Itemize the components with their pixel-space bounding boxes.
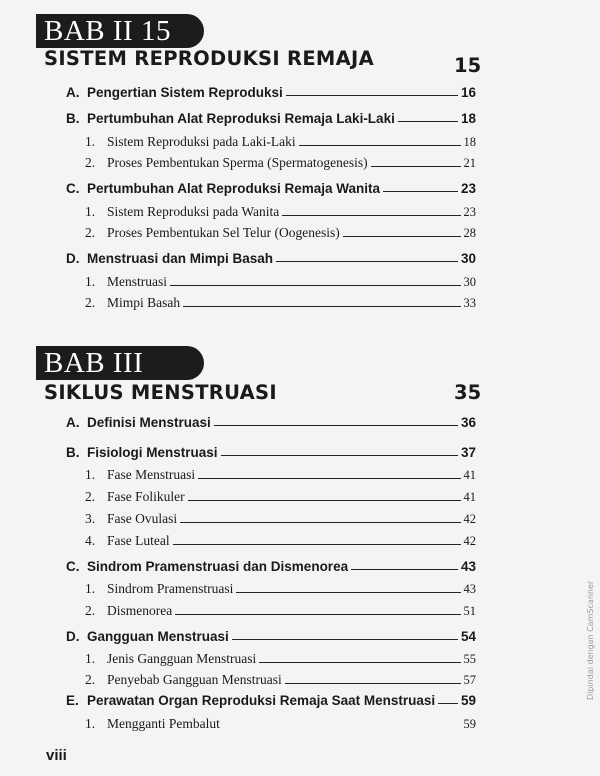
subsection-page: 51: [463, 604, 476, 618]
chapter-tab: BAB III: [36, 346, 204, 380]
leader-line: [232, 638, 458, 640]
section-label: Pengertian Sistem Reproduksi: [87, 85, 283, 100]
subsection-page: 59: [463, 717, 476, 731]
toc-subsection-row[interactable]: [85, 291, 476, 311]
toc-section-row[interactable]: [66, 410, 476, 430]
leader-line: [214, 424, 458, 426]
subsection-marker: 2.: [85, 295, 96, 310]
leader-line: [183, 305, 460, 307]
subsection-page: 33: [463, 296, 476, 310]
subsection-label: Proses Pembentukan Sperma (Spermatogenesis): [107, 155, 368, 170]
subsection-label: Sindrom Pramenstruasi: [107, 581, 234, 596]
section-page: 43: [460, 559, 476, 574]
subsection-marker: 2.: [85, 672, 96, 687]
chapter-tab: BAB II 15: [36, 14, 204, 48]
toc-section-row[interactable]: [66, 176, 476, 196]
section-marker: C.: [66, 559, 80, 574]
subsection-marker: 1.: [85, 651, 96, 666]
subsection-label: Dismenorea: [107, 603, 173, 618]
chapter-page-number: 15: [454, 54, 482, 77]
leader-line: [221, 454, 458, 456]
subsection-label: Fase Luteal: [107, 533, 170, 548]
toc-subsection-row[interactable]: [85, 599, 476, 619]
chapter-title: SIKLUS MENSTRUASI: [44, 381, 277, 404]
leader-line: [383, 190, 458, 192]
leader-line: [188, 499, 461, 501]
subsection-page: 43: [463, 582, 476, 596]
section-label: Menstruasi dan Mimpi Basah: [87, 251, 274, 266]
chapter-page-number: 35: [454, 381, 482, 404]
leader-line: [282, 214, 460, 216]
subsection-marker: 1.: [85, 581, 96, 596]
subsection-label: Jenis Gangguan Menstruasi: [107, 651, 257, 666]
toc-section-row[interactable]: [66, 106, 476, 126]
subsection-page: 30: [463, 275, 476, 289]
section-marker: D.: [66, 251, 80, 266]
subsection-label: Mengganti Pembalut: [107, 716, 220, 731]
toc-subsection-row[interactable]: [85, 463, 476, 483]
toc-section-row[interactable]: [66, 80, 476, 100]
subsection-label: Sistem Reproduksi pada Laki-Laki: [107, 134, 296, 149]
toc-section-row[interactable]: [66, 246, 476, 266]
toc-subsection-row[interactable]: [85, 200, 476, 220]
section-page: 16: [460, 85, 476, 100]
section-label: Definisi Menstruasi: [87, 415, 211, 430]
leader-line: [285, 682, 461, 684]
subsection-label: Fase Ovulasi: [107, 511, 178, 526]
toc-subsection-row[interactable]: [85, 577, 476, 597]
leader-line: [438, 702, 458, 704]
leader-line: [236, 591, 460, 593]
leader-line: [223, 726, 461, 728]
toc-subsection-row[interactable]: [85, 485, 476, 505]
toc-subsection-row[interactable]: [85, 270, 476, 290]
leader-line: [198, 477, 460, 479]
section-page: 23: [460, 181, 476, 196]
toc-subsection-row[interactable]: [85, 221, 476, 241]
section-marker: B.: [66, 111, 80, 126]
section-label: Sindrom Pramenstruasi dan Dismenorea: [87, 559, 349, 574]
toc-subsection-row[interactable]: [85, 151, 476, 171]
section-marker: A.: [66, 85, 80, 100]
subsection-page: 41: [463, 468, 476, 482]
toc-section-row[interactable]: [66, 624, 476, 644]
leader-line: [343, 235, 461, 237]
page-folio: viii: [46, 747, 67, 764]
toc-section-row[interactable]: [66, 440, 476, 460]
subsection-label: Menstruasi: [107, 274, 167, 289]
section-marker: E.: [66, 693, 79, 708]
leader-line: [276, 260, 458, 262]
chapter-title: SISTEM REPRODUKSI REMAJA: [44, 47, 374, 70]
subsection-label: Mimpi Basah: [107, 295, 181, 310]
section-page: 54: [460, 629, 476, 644]
section-label: Perawatan Organ Reproduksi Remaja Saat Menstruasi: [87, 693, 436, 708]
subsection-marker: 2.: [85, 225, 96, 240]
section-page: 59: [460, 693, 476, 708]
subsection-page: 18: [463, 135, 476, 149]
toc-subsection-row[interactable]: [85, 130, 476, 150]
subsection-page: 42: [463, 512, 476, 526]
subsection-marker: 1.: [85, 204, 96, 219]
leader-line: [398, 120, 458, 122]
section-marker: D.: [66, 629, 80, 644]
subsection-marker: 2.: [85, 603, 96, 618]
toc-subsection-row[interactable]: [85, 647, 476, 667]
subsection-marker: 3.: [85, 511, 96, 526]
section-label: Fisiologi Menstruasi: [87, 445, 218, 460]
section-label: Pertumbuhan Alat Reproduksi Remaja Wanita: [87, 181, 381, 196]
scanner-watermark: Dipindai dengan CamScanner: [586, 580, 595, 700]
toc-subsection-row[interactable]: [85, 529, 476, 549]
leader-line: [371, 165, 461, 167]
subsection-marker: 2.: [85, 155, 96, 170]
leader-line: [170, 284, 461, 286]
toc-subsection-row[interactable]: [85, 712, 476, 732]
subsection-label: Penyebab Gangguan Menstruasi: [107, 672, 282, 687]
toc-section-row[interactable]: [66, 554, 476, 574]
toc-subsection-row[interactable]: [85, 507, 476, 527]
subsection-page: 42: [463, 534, 476, 548]
section-marker: B.: [66, 445, 80, 460]
section-page: 30: [460, 251, 476, 266]
subsection-page: 55: [463, 652, 476, 666]
leader-line: [173, 543, 461, 545]
subsection-label: Proses Pembentukan Sel Telur (Oogenesis): [107, 225, 340, 240]
toc-section-row[interactable]: [66, 688, 476, 708]
subsection-page: 28: [463, 226, 476, 240]
subsection-marker: 1.: [85, 716, 96, 731]
toc-subsection-row[interactable]: [85, 668, 476, 688]
subsection-page: 23: [463, 205, 476, 219]
subsection-page: 21: [463, 156, 476, 170]
section-page: 37: [460, 445, 476, 460]
subsection-label: Fase Menstruasi: [107, 467, 196, 482]
section-page: 18: [460, 111, 476, 126]
leader-line: [286, 94, 458, 96]
leader-line: [299, 144, 461, 146]
section-marker: A.: [66, 415, 80, 430]
subsection-label: Sistem Reproduksi pada Wanita: [107, 204, 280, 219]
section-page: 36: [460, 415, 476, 430]
leader-line: [351, 568, 458, 570]
leader-line: [259, 661, 460, 663]
subsection-label: Fase Folikuler: [107, 489, 185, 504]
subsection-page: 41: [463, 490, 476, 504]
subsection-marker: 1.: [85, 134, 96, 149]
subsection-marker: 2.: [85, 489, 96, 504]
section-label: Gangguan Menstruasi: [87, 629, 229, 644]
leader-line: [180, 521, 460, 523]
subsection-marker: 4.: [85, 533, 96, 548]
section-label: Pertumbuhan Alat Reproduksi Remaja Laki-Laki: [87, 111, 395, 126]
subsection-page: 57: [463, 673, 476, 687]
subsection-marker: 1.: [85, 274, 96, 289]
leader-line: [175, 613, 460, 615]
subsection-marker: 1.: [85, 467, 96, 482]
section-marker: C.: [66, 181, 80, 196]
